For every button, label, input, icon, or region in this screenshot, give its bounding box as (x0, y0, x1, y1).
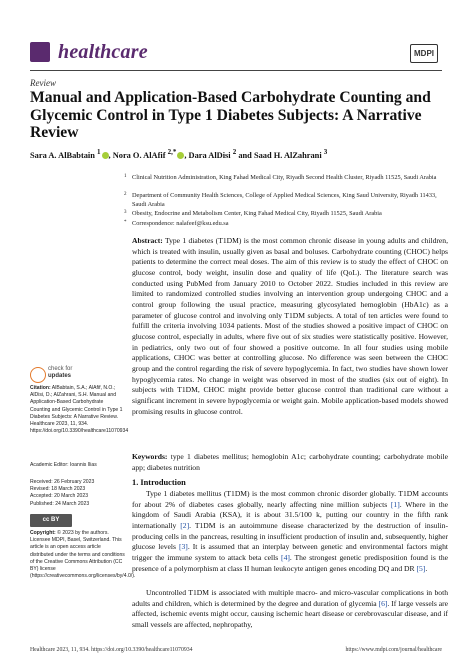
intro-paragraph: Type 1 diabetes mellitus (T1DM) is the most common chronic disorder globally. T1DM accounts for about 2% of diabetes cases globally, nearly affecting nine million subjects [1]. Where in the kingdom of Saudi Arabia (KSA), it is about 31.5/100 k, putting our country in the fifth rank internationally [2]. T1DM is an autoimmune disease characterized by the destruction of insulin-producing cells in the pancreas, resulting in insufficient production of insulin and, subsequently, higher glucose levels [3]. It is assumed that an interplay between genetic and environmental factors might trigger the immune system to attack beta cells [4]. The strongest genetic predisposition found is the presence of a polymorphism at class II human leukocyte antigen genes encoding DQ and DR [5]. (132, 489, 449, 573)
citation-link[interactable]: [6] (378, 598, 388, 608)
cc-by-license-icon[interactable]: cc BY (30, 514, 72, 527)
article-title: Manual and Application-Based Carbohydrate Counting and Glycemic Control in Type 1 Diabetes Subjects: A Narrative Review (30, 89, 431, 141)
author-affiliation-mark: 1 (97, 148, 101, 156)
section-heading: 1. Introduction (132, 478, 186, 487)
citation-link[interactable]: [4] (281, 552, 290, 562)
author-name[interactable]: Saad H. AlZahrani (253, 150, 322, 160)
healthcare-logo-icon (30, 42, 50, 62)
author-name[interactable]: Dara AlDisi (188, 150, 231, 160)
author-list: Sara A. AlBabtain $^1$ , Nora O. AlAfif $^{2,*}$ , Dara AlDisi $^2$ and Saad H. AlZahrani $^3$ (30, 148, 328, 160)
publication-dates: Received: 26 February 2023 Revised: 18 March 2023 Accepted: 20 March 2023 Published: 24 March 2023 (30, 479, 95, 507)
orcid-icon[interactable] (102, 152, 109, 159)
affiliation: 2 Department of Community Health Sciences, College of Applied Medical Sciences, King Saud University, Riyadh 11433, Saudi Arabia (124, 192, 437, 208)
citation-link[interactable]: [1] (390, 499, 400, 509)
page-footer (30, 647, 442, 653)
author-name[interactable]: Nora O. AlAfif (112, 150, 166, 160)
keywords (132, 452, 448, 473)
citation-link[interactable]: [5] (416, 563, 426, 573)
abstract-label: Abstract: (132, 236, 163, 245)
orcid-icon[interactable] (177, 152, 184, 159)
intro-paragraph: Uncontrolled T1DM is associated with multiple macro- and micro-vascular complications in both adults and children, which is determined by the degree and duration of glycemia [6]. If large vessels are affected, ischemic events might occur, causing ischemic heart disease or cerebrovascular disease, and if small vessels are affected, nephropathy, (132, 588, 449, 629)
author-affiliation-mark: 3 (323, 148, 328, 156)
correspondence: * Correspondence: nalafeef@ksu.edu.sa (124, 220, 229, 227)
affiliation: 3 Obesity, Endocrine and Metabolism Center, King Fahad Medical City, Riyadh 11525, Saudi Arabia (124, 210, 382, 217)
author-affiliation-mark: 2 (232, 148, 237, 156)
keywords-text: type 1 diabetes mellitus; hemoglobin A1c; carbohydrate counting; carbohydrate mobile app; diabetes nutrition (132, 452, 448, 472)
check-for-updates-label[interactable]: check for updates (48, 366, 73, 379)
mdpi-logo[interactable]: MDPI (410, 44, 438, 63)
author-affiliation-mark: 2,* (167, 148, 177, 156)
academic-editor: Academic Editor: Ioannis Ilias (30, 462, 97, 468)
check-for-updates-icon[interactable] (30, 367, 46, 383)
abstract (132, 236, 448, 417)
footer-journal-url[interactable]: https://www.mdpi.com/journal/healthcare (345, 647, 442, 653)
citation-block: Citation: AlBabtain, S.A.; AlAfif, N.O.; AlDisi, D.; AlZahrani, S.H. Manual and Application-Based Carbohydrate Counting and Glycemic Control in Type 1 Diabetes Subjects: A Narrative Review. Healthcare 2023, 11, 934. https://doi.org/10.3390/healthcare11070934 (30, 385, 129, 435)
header-divider (30, 70, 442, 71)
abstract-text: Type 1 diabetes (T1DM) is the most common chronic disease in young adults and children, which is treated with insulin, usually given as basal and boluses. Carbohydrate counting (CHOC) helps patients to determine the correct meal doses. The aim of this review is to study the effect of CHOC on glucose control, body weight, insulin dose and quality of life (QoL). The literature search was conducted using PubMed from January 2010 to October 2022. Studies included in this review are limited to randomized controlled studies involving an intervention group undergoing CHOC and a control group following the usual practice, measuring glycosylated hemoglobin (HbA1c) as a parameter of glucose control and involving only T1DM subjects. A total of ten articles were found to fulfill the criteria involving 1034 patients. Most of the studies showed a positive impact of CHOC on glucose control, especially in adults, where five out of six studies were statistically positive. However, in pediatrics, only two out of four showed a positive outcome. In all four studies using mobile applications, CHOC was better at controlling glucose. No difference was seen between the CHOC group and the control regarding the risk of severe hypoglycemia. In fact, two studies have shown lower hypoglycemia rates. No change in weight was observed in most of the studies (six out of eight). In subjects with T1DM, CHOC might provide better glucose control than traditional care without a significant increment in severe hypoglycemia or weight gain. Mobile application-based models showed promising results in glucose control. (132, 236, 449, 416)
citation-link[interactable]: [3] (178, 542, 188, 552)
affiliation: 1 Clinical Nutrition Administration, King Fahad Medical City, Riyadh Second Health Cluster, Riyadh 11525, Saudi Arabia (124, 174, 437, 181)
footer-citation[interactable]: Healthcare 2023, 11, 934. https://doi.org/10.3390/healthcare11070934 (30, 647, 193, 653)
author-name[interactable]: Sara A. AlBabtain (30, 150, 95, 160)
journal-name[interactable]: healthcare (58, 41, 148, 63)
copyright-block: Copyright: © 2023 by the authors. Licensee MDPI, Basel, Switzerland. This article is an open access article distributed under the terms and conditions of the Creative Commons Attribution (CC BY) license (https://creativecommons.org/licenses/by/4.0/). (30, 530, 136, 580)
citation-link[interactable]: [2] (180, 520, 190, 530)
article-type: Review (30, 78, 56, 88)
keywords-label: Keywords: (132, 452, 168, 461)
